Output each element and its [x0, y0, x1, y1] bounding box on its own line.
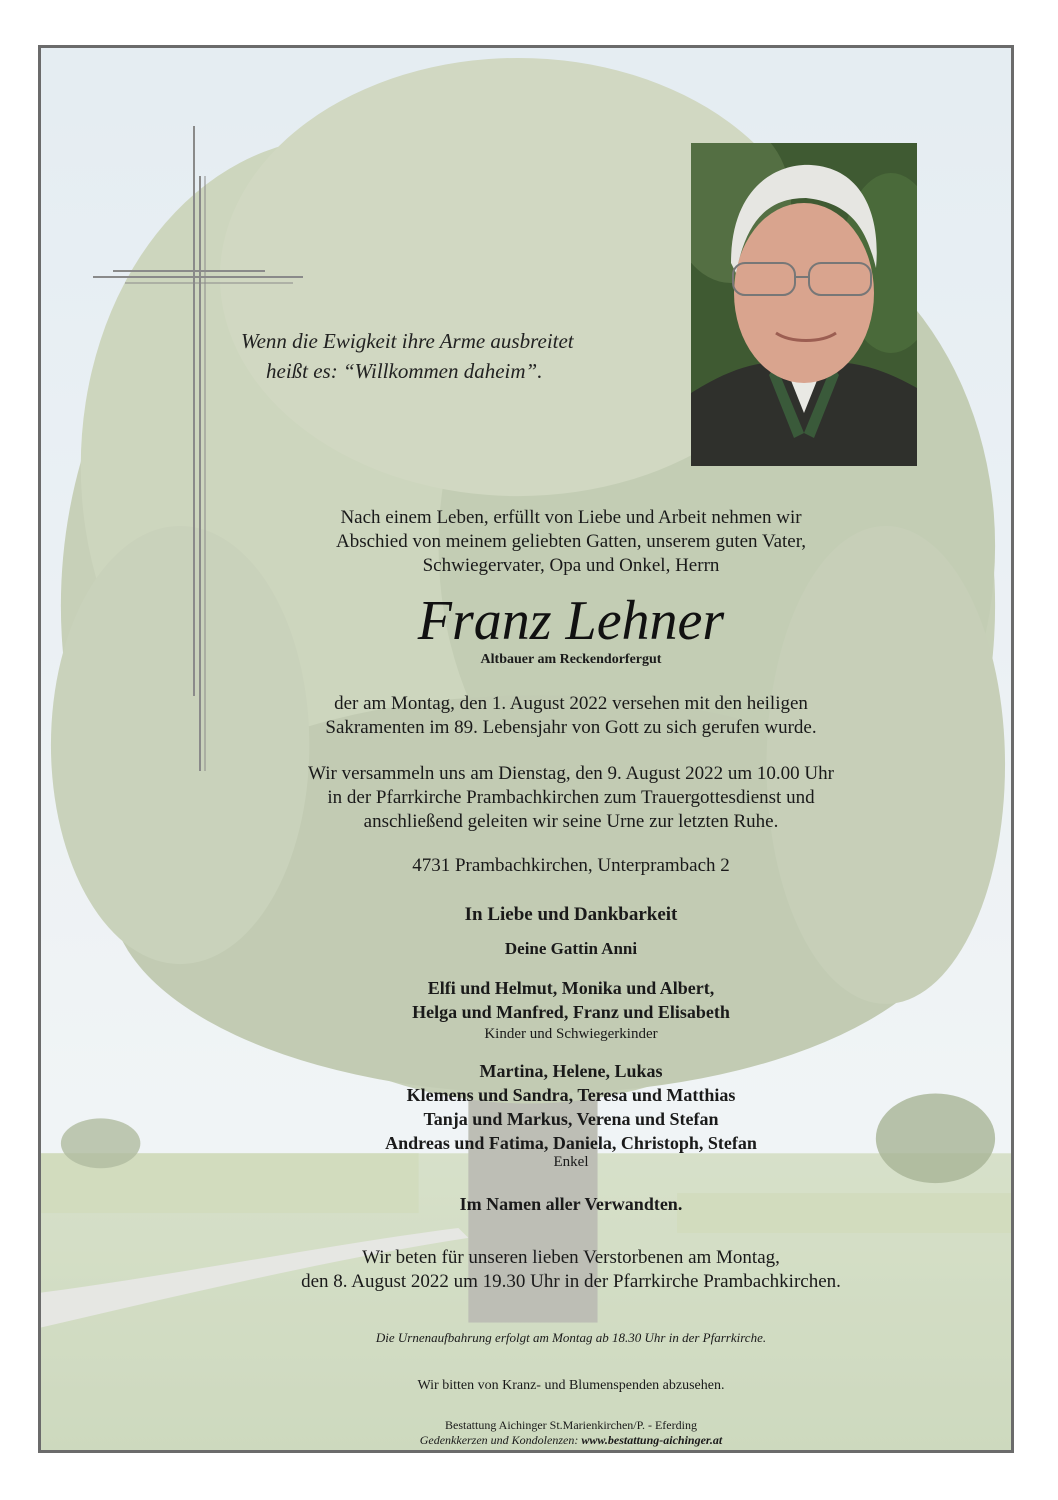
grandchildren-label: Enkel [553, 1154, 589, 1170]
death-notice [221, 692, 921, 740]
quote-line-2: heißt es: “Willkommen daheim”. [266, 359, 543, 383]
parte-frame [38, 45, 1014, 1453]
portrait-photo [691, 143, 917, 466]
death-line-2: Sakramenten im 89. Lebensjahr von Gott zu sich gerufen wurde. [325, 717, 817, 738]
children-line-2: Helga und Manfred, Franz und Elisabeth [412, 1002, 730, 1022]
address: 4731 Prambachkirchen, Unterprambach 2 [412, 855, 730, 876]
funeral-line-3: anschließend geleiten wir seine Urne zur letzten Ruhe. [363, 811, 779, 832]
prayer-line-2: den 8. August 2022 um 19.30 Uhr in der Pfarrkirche Prambachkirchen. [301, 1271, 841, 1292]
condolence-link[interactable]: www.bestattung-aichinger.at [581, 1433, 723, 1447]
funeral-notice [221, 762, 921, 834]
children-label: Kinder und Schwiegerkinder [484, 1026, 658, 1042]
condolence-label: Gedenkkerzen und Kondolenzen: [419, 1433, 582, 1447]
grandchildren [221, 1059, 921, 1155]
undertaker-name: Bestattung Aichinger St.Marienkirchen/P. - Eferding [445, 1418, 697, 1432]
funeral-line-2: in der Pfarrkirche Prambachkirchen zum Trauergottesdienst und [327, 787, 815, 808]
flowers-notice: Wir bitten von Kranz- und Blumenspenden abzusehen. [417, 1378, 725, 1393]
urn-notice: Die Urnenaufbahrung erfolgt am Montag ab 18.30 Uhr in der Pfarrkirche. [375, 1330, 767, 1345]
funeral-line-1: Wir versammeln uns am Dienstag, den 9. August 2022 um 10.00 Uhr [308, 763, 834, 784]
intro-text [221, 506, 921, 578]
grandchildren-line-2: Klemens und Sandra, Teresa und Matthias [406, 1085, 736, 1105]
children-line-1: Elfi und Helmut, Monika und Albert, [427, 978, 715, 998]
deceased-name: Franz Lehner [417, 590, 725, 652]
intro-line-1: Nach einem Leben, erfüllt von Liebe und Arbeit nehmen wir [340, 507, 802, 528]
quote [241, 326, 681, 386]
relatives: Im Namen aller Verwandten. [459, 1194, 683, 1214]
grandchildren-line-3: Tanja und Markus, Verena und Stefan [423, 1109, 719, 1129]
grandchildren-line-4: Andreas und Fatima, Daniela, Christoph, Stefan [385, 1133, 757, 1153]
children [221, 976, 921, 1024]
prayer-line-1: Wir beten für unseren lieben Verstorbenen am Montag, [362, 1247, 780, 1268]
wife: Deine Gattin Anni [504, 939, 638, 958]
prayer-notice [221, 1246, 921, 1294]
thanks-heading: In Liebe und Dankbarkeit [464, 904, 678, 925]
cross-icon [93, 126, 308, 776]
death-line-1: der am Montag, den 1. August 2022 versehen mit den heiligen [334, 693, 808, 714]
quote-line-1: Wenn die Ewigkeit ihre Arme ausbreitet [241, 329, 574, 353]
grandchildren-line-1: Martina, Helene, Lukas [479, 1061, 663, 1081]
deceased-title: Altbauer am Reckendorfergut [480, 652, 662, 667]
intro-line-3: Schwiegervater, Opa und Onkel, Herrn [422, 555, 720, 576]
intro-line-2: Abschied von meinem geliebten Gatten, unserem guten Vater, [335, 531, 807, 552]
undertaker [221, 1418, 921, 1448]
